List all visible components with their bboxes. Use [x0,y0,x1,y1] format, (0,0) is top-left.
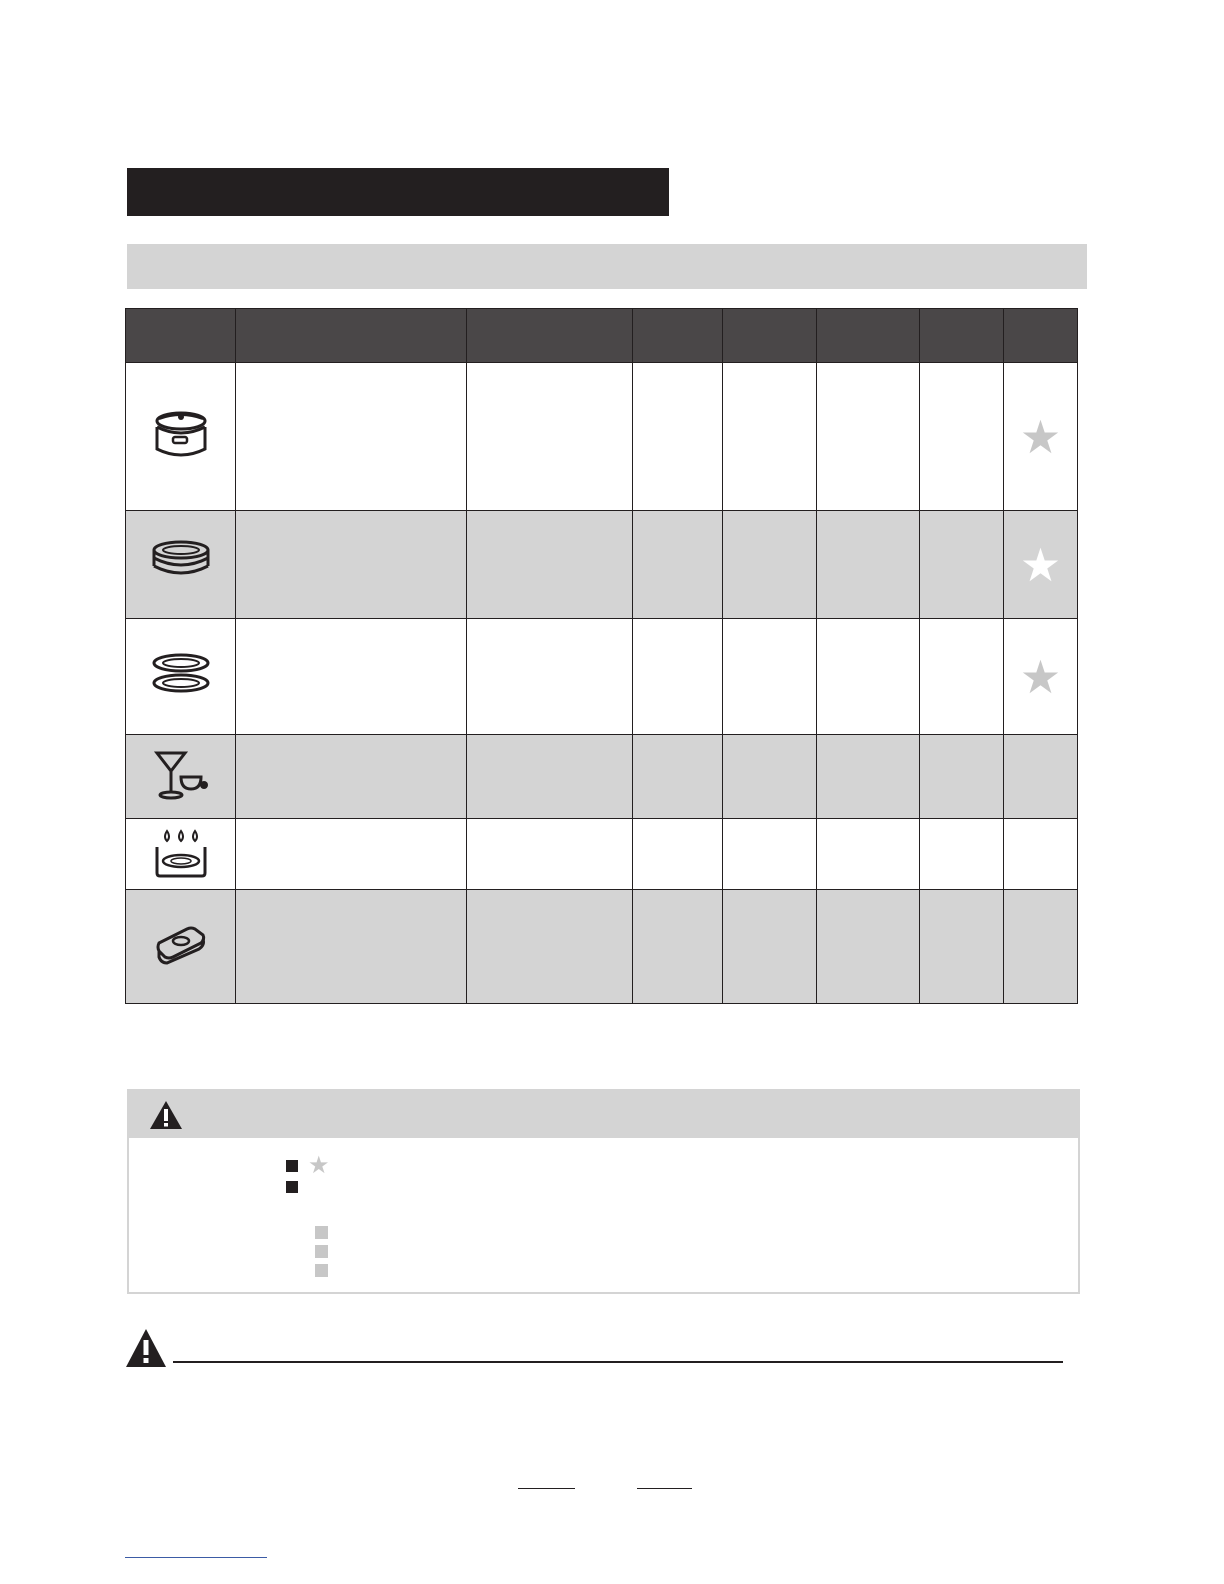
pot-icon [151,407,211,463]
table-cell [920,619,1004,735]
star-icon: ★ [308,1152,330,1179]
underline-mark [637,1488,692,1489]
table-cell [723,890,817,1004]
table-cell [723,619,817,735]
section-heading-bar [127,244,1087,289]
black-square-bullet [286,1160,298,1172]
table-cell [467,890,633,1004]
black-square-bullet [286,1181,298,1193]
plates-icon [151,653,211,697]
star-cell [1004,363,1078,511]
icon-cell [126,819,236,890]
header-cell [126,309,236,363]
table-cell [236,619,467,735]
star-cell [1004,511,1078,619]
caution-header [129,1091,1078,1138]
detergent-tablet-icon [153,921,209,969]
underline-mark [518,1488,575,1489]
gray-square-bullet [315,1245,328,1258]
table-cell [633,819,723,890]
rinse-icon [153,827,209,879]
table-cell [467,363,633,511]
table-cell [633,890,723,1004]
table-cell [817,890,920,1004]
table-cell [236,735,467,819]
table-cell [920,363,1004,511]
star-icon: ★ [1019,410,1062,463]
table-cell [817,511,920,619]
table-row [126,511,1078,619]
header-cell [723,309,817,363]
gray-square-bullet [315,1226,328,1239]
table-cell [236,819,467,890]
star-cell [1004,619,1078,735]
table-cell [633,511,723,619]
table-cell [920,735,1004,819]
table-cell [467,511,633,619]
icon-cell [126,890,236,1004]
table-cell [633,619,723,735]
table-cell [236,363,467,511]
gray-square-bullet [315,1264,328,1277]
program-table [125,308,1078,1004]
table-cell [467,819,633,890]
table-cell [817,619,920,735]
note-item [286,1181,308,1193]
table-row [126,363,1078,511]
table-cell [467,735,633,819]
star-icon: ★ [1019,650,1062,703]
note-subitem [315,1245,338,1258]
table-row [126,890,1078,1004]
star-cell [1004,819,1078,890]
page-title-bar [127,168,669,216]
star-cell [1004,735,1078,819]
warning-section [125,1328,1065,1370]
table-cell [723,363,817,511]
table-cell [817,819,920,890]
warning-triangle-icon [149,1100,183,1130]
caution-box [127,1089,1080,1294]
note-item [286,1154,340,1178]
table-row [126,619,1078,735]
warning-triangle-icon [125,1328,167,1368]
footer-link-underline[interactable] [125,1557,267,1558]
table-cell [723,735,817,819]
table-cell [920,890,1004,1004]
table-cell [723,819,817,890]
star-icon: ★ [1019,538,1062,591]
table-row [126,735,1078,819]
table-header-row [126,309,1078,363]
table-cell [633,363,723,511]
icon-cell [126,619,236,735]
icon-cell [126,735,236,819]
star-cell [1004,890,1078,1004]
header-cell [817,309,920,363]
header-cell [920,309,1004,363]
icon-cell [126,511,236,619]
table-cell [633,735,723,819]
table-cell [817,363,920,511]
icon-cell [126,363,236,511]
note-subitem [315,1264,338,1277]
table-cell [236,511,467,619]
table-cell [723,511,817,619]
table-row [126,819,1078,890]
note-subitem [315,1226,338,1239]
table-cell [920,511,1004,619]
header-cell [236,309,467,363]
table-cell [817,735,920,819]
table-cell [236,890,467,1004]
header-cell [633,309,723,363]
warning-rule [173,1361,1063,1363]
header-cell [1004,309,1078,363]
header-cell [467,309,633,363]
table-cell [920,819,1004,890]
table-cell [467,619,633,735]
glass-cup-icon [151,749,211,801]
plate-stack-icon [151,540,211,586]
